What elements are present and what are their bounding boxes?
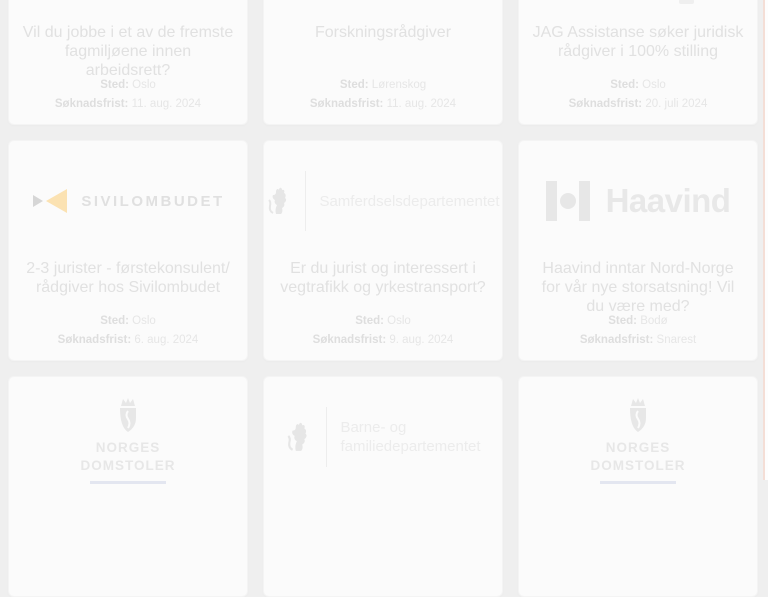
location-label: Sted:: [355, 315, 384, 327]
job-card-jag-assistanse[interactable]: [518, 0, 758, 125]
deadline-label: Søknadsfrist:: [579, 334, 654, 346]
job-meta: [9, 312, 247, 350]
deadline-value: 11. aug. 2024: [131, 98, 202, 110]
job-card-arbeidsrett[interactable]: [8, 0, 248, 125]
job-title: JAG Assistanse søker juridisk rådgiver i 100% stilling: [532, 24, 744, 60]
logo-area: [9, 387, 247, 487]
logo-underline-bar: [600, 481, 676, 484]
job-meta: [519, 76, 757, 114]
sivilombudet-arrows-icon: [31, 187, 71, 215]
haavind-h-mark-icon: [546, 181, 590, 221]
sivilombudet-wordmark: SIVILOMBUDET: [81, 192, 225, 210]
deadline-label: Søknadsfrist:: [57, 334, 132, 346]
domstoler-wordmark: NORGES DOMSTOLER: [80, 440, 176, 473]
barne-og-familiedepartementet-logo: [285, 407, 480, 467]
deadline-value: Snarest: [656, 334, 697, 346]
logo-area: [9, 151, 247, 251]
location-value: Lørenskog: [371, 79, 427, 91]
location-label: Sted:: [339, 79, 369, 91]
deadline-value: 9. aug. 2024: [389, 334, 454, 346]
deadline-label: Søknadsfrist:: [309, 98, 384, 110]
logo-area: [519, 0, 757, 15]
job-title: Er du jurist og interessert i vegtrafikk og yrkestransport?: [280, 260, 486, 296]
norges-domstoler-logo: [590, 398, 685, 484]
location-value: Oslo: [132, 315, 156, 327]
domstoler-wordmark: NORGES DOMSTOLER: [590, 440, 686, 473]
job-meta: [264, 312, 502, 350]
norges-domstoler-logo: [80, 398, 175, 484]
location-label: Sted:: [608, 315, 638, 327]
logo-area: [264, 0, 502, 15]
deadline-label: Søknadsfrist:: [54, 98, 129, 110]
crowned-shield-crest-icon: [625, 398, 651, 434]
job-title: Forskningsrådgiver: [314, 24, 452, 41]
job-card-norges-domstoler-right[interactable]: [518, 376, 758, 597]
location-value: Oslo: [387, 315, 411, 327]
deadline-label: Søknadsfrist:: [312, 334, 387, 346]
haavind-wordmark: Haavind: [605, 182, 731, 219]
location-value: Oslo: [642, 79, 666, 91]
norwegian-lion-crest-icon: [266, 186, 292, 216]
logo-divider: [326, 407, 327, 467]
deadline-label: Søknadsfrist:: [568, 98, 643, 110]
scrollbar-track[interactable]: [763, 0, 768, 480]
job-card-barne-og-familiedepartementet[interactable]: [263, 376, 503, 597]
deadline-value: 11. aug. 2024: [386, 98, 457, 110]
job-meta: [264, 76, 502, 114]
norwegian-lion-crest-icon: [285, 421, 313, 453]
haavind-logo: [546, 181, 731, 221]
job-meta: [519, 312, 757, 350]
job-title: Vil du jobbe i et av de fremste fagmiljøene innen arbeidsrett?: [22, 24, 234, 79]
logo-area: [264, 151, 502, 251]
job-title: 2-3 jurister - førstekonsulent/ rådgiver hos Sivilombudet: [26, 260, 230, 296]
job-title: Haavind inntar Nord-Norge for vår nye storsatsning! Vil du være med?: [541, 260, 735, 315]
crowned-shield-crest-icon: [115, 398, 141, 434]
logo-underline-bar: [90, 481, 166, 484]
logo-divider: [305, 171, 306, 231]
logo-area: [519, 387, 757, 487]
job-card-sivilombudet[interactable]: [8, 140, 248, 361]
location-value: Bodø: [640, 315, 668, 327]
job-meta: [9, 76, 247, 114]
job-card-samferdselsdepartementet[interactable]: [263, 140, 503, 361]
location-label: Sted:: [100, 79, 129, 91]
sivilombudet-logo: [31, 187, 224, 215]
job-card-forskningsradgiver[interactable]: [263, 0, 503, 125]
logo-area: [519, 151, 757, 251]
location-label: Sted:: [610, 79, 639, 91]
deadline-value: 20. juli 2024: [645, 98, 708, 110]
logo-area: [9, 0, 247, 15]
job-listings-grid: [8, 0, 758, 597]
ministry-name: Barne- og familiedepartementet: [340, 419, 481, 455]
location-label: Sted:: [100, 315, 129, 327]
logo-area: [264, 387, 502, 487]
deadline-value: 6. aug. 2024: [134, 334, 199, 346]
location-value: Oslo: [132, 79, 156, 91]
job-card-norges-domstoler-left[interactable]: [8, 376, 248, 597]
ministry-name: Samferdselsdepartementet: [319, 192, 500, 210]
job-card-haavind[interactable]: [518, 140, 758, 361]
samferdselsdepartementet-logo: [266, 171, 499, 231]
